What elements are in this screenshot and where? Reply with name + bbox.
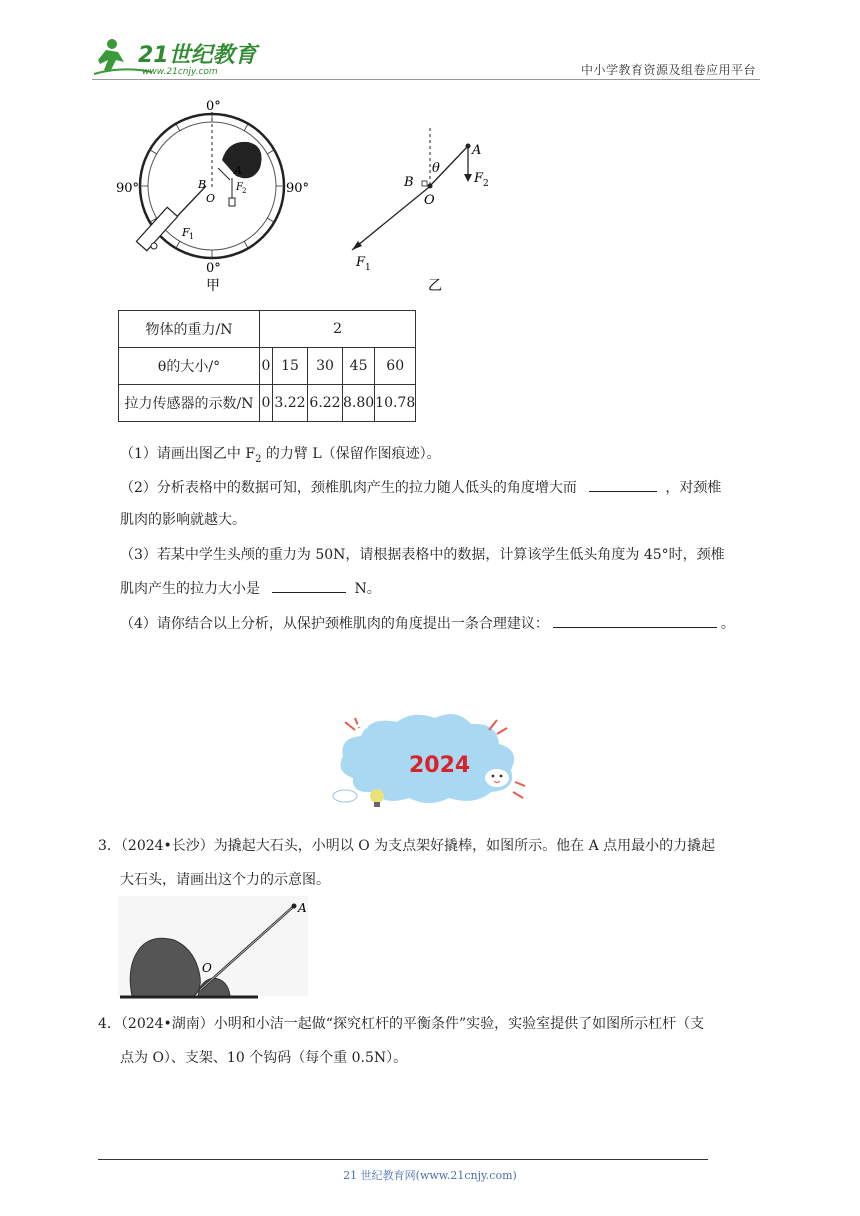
year-text: 2024 — [409, 753, 471, 778]
svg-text:O: O — [206, 192, 216, 205]
table-cell: 30 — [308, 348, 343, 385]
svg-text:F: F — [474, 171, 484, 186]
table-cell-gravity: 2 — [260, 311, 416, 348]
table-cell: 45 — [343, 348, 375, 385]
figure-yi — [352, 128, 489, 294]
logo-url: www.21cnjy.com — [142, 67, 218, 77]
cloud-icon — [325, 708, 535, 813]
svg-text:O: O — [424, 193, 435, 208]
footer-text[interactable]: 21 世纪教育网(www.21cnjy.com) — [343, 1169, 517, 1182]
table-row — [119, 348, 416, 385]
problem-4-line1: 4．（2024•湖南）小明和小洁一起做“探究杠杆的平衡条件”实验，实验室提供了如图所示杠杆（支 — [98, 1016, 705, 1032]
footer-divider — [98, 1159, 708, 1160]
svg-text:90°: 90° — [286, 181, 310, 196]
lever-rock-svg — [118, 896, 308, 1002]
svg-text:A: A — [298, 901, 307, 915]
svg-text:0°: 0° — [206, 99, 221, 114]
table-row — [119, 385, 416, 422]
table-cell: 0 — [260, 348, 273, 385]
svg-text:A: A — [234, 164, 242, 177]
table-cell: 15 — [273, 348, 308, 385]
question-1: （1）请画出图乙中 $F_2$ 的力臂 L（保留作图痕迹）。 — [120, 446, 441, 465]
header-divider — [92, 79, 760, 80]
logo-text: 21世纪教育 — [138, 43, 257, 68]
data-table — [118, 310, 416, 422]
table-header-sensor: 拉力传感器的示数/N — [119, 385, 260, 422]
problem-3-line2: 大石头，请画出这个力的示意图。 — [120, 872, 330, 888]
svg-text:2: 2 — [242, 187, 247, 195]
table-row — [119, 311, 416, 348]
svg-text:F: F — [182, 226, 190, 239]
problem-4 — [98, 1014, 768, 1068]
table-cell: 0 — [260, 385, 273, 422]
svg-text:A: A — [472, 143, 482, 158]
svg-text:2: 2 — [483, 179, 489, 189]
caption-jia: 甲 — [206, 278, 220, 294]
svg-text:O: O — [202, 961, 212, 975]
svg-text:F: F — [236, 182, 243, 193]
caption-yi: 乙 — [428, 278, 442, 294]
question-3-line1: （3）若某中学生头颅的重力为 50N，请根据表格中的数据，计算该学生低头角度为 45°时，颈椎 — [120, 547, 725, 563]
svg-text:1: 1 — [365, 263, 371, 273]
year-cloud-badge — [325, 708, 535, 813]
table-cell: 3.22 — [273, 385, 308, 422]
svg-text:90°: 90° — [116, 181, 140, 196]
answer-blank-q4[interactable] — [553, 613, 717, 628]
neck-figures-svg — [110, 98, 500, 298]
logo-runner-icon — [92, 36, 262, 78]
svg-text:B: B — [198, 178, 207, 191]
question-3-line2: 肌肉产生的拉力大小是 N。 — [120, 578, 381, 599]
table-cell: 60 — [375, 348, 416, 385]
problem-3-line1: 3．（2024•长沙）为撬起大石头，小明以 O 为支点架好撬棒，如图所示。他在 A 点用最小的力撬起 — [98, 838, 716, 854]
table-header-gravity: 物体的重力/N — [119, 311, 260, 348]
lever-rock-figure — [118, 896, 308, 1002]
svg-text:B: B — [404, 175, 414, 190]
question-2-line1: （2）分析表格中的数据可知，颈椎肌肉产生的拉力随人低头的角度增大而 ，对颈椎 — [120, 477, 721, 498]
neck-figures — [110, 98, 500, 298]
site-name: 中小学教育资源及组卷应用平台 — [580, 63, 756, 77]
question-4: （4）请你结合以上分析，从保护颈椎肌肉的角度提出一条合理建议： 。 — [120, 613, 735, 634]
site-logo — [92, 36, 262, 78]
question-2-line2: 肌肉的影响就越大。 — [120, 512, 246, 528]
answer-blank-q2[interactable] — [589, 477, 657, 492]
answer-blank-q3[interactable] — [272, 578, 346, 593]
table-header-theta: θ的大小/° — [119, 348, 260, 385]
bulb-icon — [370, 789, 384, 803]
svg-text:0°: 0° — [206, 261, 221, 276]
svg-text:θ: θ — [432, 161, 440, 176]
svg-text:F: F — [356, 255, 366, 270]
table-cell: 6.22 — [308, 385, 343, 422]
figure-jia — [116, 99, 309, 294]
svg-text:1: 1 — [189, 232, 195, 241]
table-cell: 10.78 — [375, 385, 416, 422]
problem-4-line2: 点为 O）、支架、10 个钩码（每个重 0.5N）。 — [120, 1050, 408, 1066]
table-cell: 8.80 — [343, 385, 375, 422]
problem-3 — [98, 836, 768, 890]
